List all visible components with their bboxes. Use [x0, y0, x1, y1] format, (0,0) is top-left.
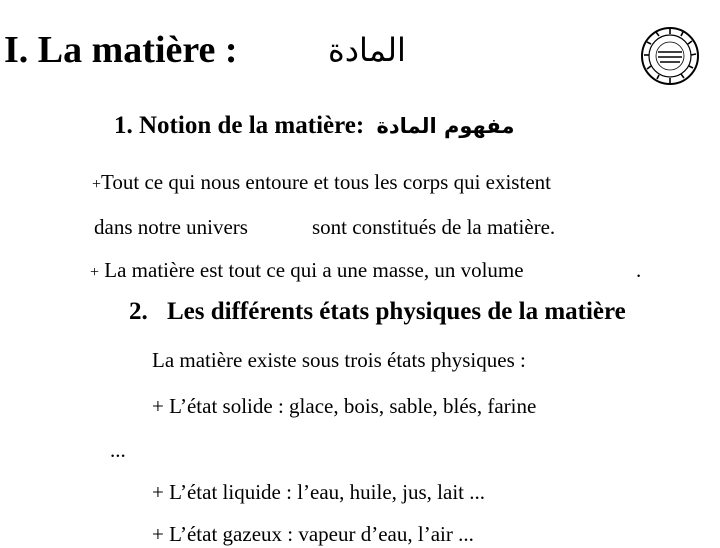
list-item: + L’état solide : glace, bois, sable, blés, farine: [152, 394, 537, 418]
list-item: + L’état gazeux : vapeur d’eau, l’air ...: [152, 522, 474, 546]
school-seal-icon: [640, 26, 700, 86]
definition-line-3-period: .: [636, 258, 642, 282]
section2-heading: [129, 296, 626, 328]
page-title: I. La matière :: [4, 29, 238, 71]
list-item: + L’état liquide : l’eau, huile, jus, lait ...: [152, 480, 485, 504]
section1-heading: [114, 110, 515, 142]
definition-text-3: La matière est tout ce qui a une masse, un volume: [104, 258, 524, 282]
definition-text-1: Tout ce qui nous entoure et tous les corps qui existent: [101, 170, 551, 194]
list-item: ...: [110, 438, 126, 462]
states-intro: La matière existe sous trois états physiques :: [152, 348, 526, 372]
definition-line-1: [92, 168, 551, 199]
definition-line-2b: sont constitués de la matière.: [312, 215, 556, 239]
definition-line-2a: dans notre univers: [94, 215, 248, 239]
plus-bullet-icon: +: [90, 264, 100, 281]
section2-heading-text: Les différents états physiques de la matière: [167, 298, 626, 325]
definition-line-3: [90, 256, 524, 287]
section2-number: 2.: [129, 298, 148, 325]
plus-bullet-icon: +: [92, 176, 102, 193]
section1-heading-fr: 1. Notion de la matière:: [114, 112, 365, 139]
page-title-arabic: المادة: [328, 31, 406, 69]
section1-heading-ar: مفهوم المادة: [376, 114, 515, 138]
